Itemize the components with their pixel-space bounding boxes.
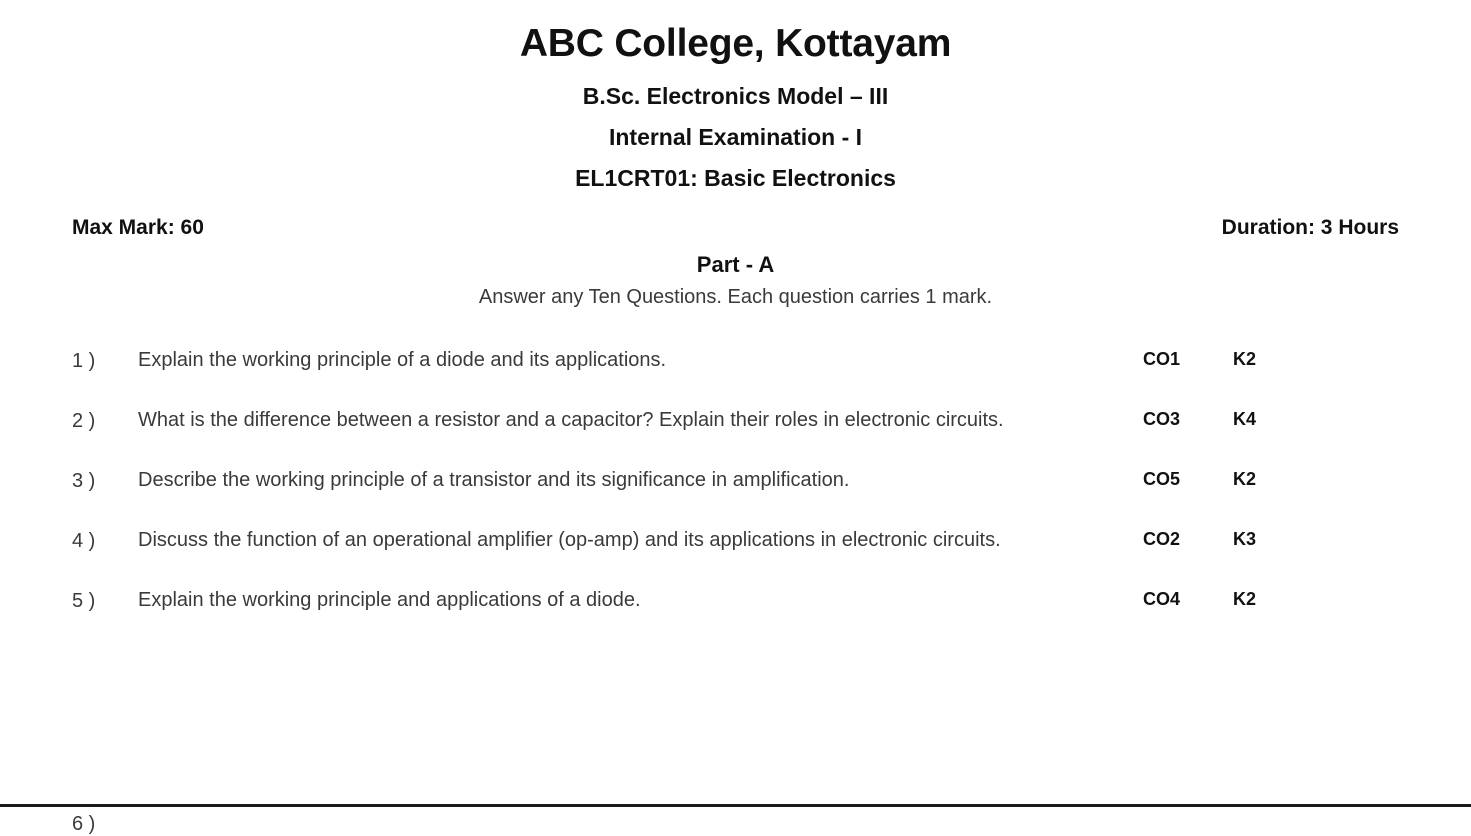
- question-co-code: CO3: [1143, 408, 1181, 429]
- question-text: Explain the working principle and applications of a diode.: [138, 588, 641, 611]
- question-k-level: K2: [1233, 588, 1257, 609]
- question-number: 1 ): [72, 349, 96, 372]
- max-mark-label: Max Mark: 60: [72, 215, 204, 239]
- question-paper-page: [0, 22, 1471, 835]
- duration-label: Duration: 3 Hours: [1221, 215, 1399, 239]
- question-co-code: CO1: [1143, 348, 1181, 369]
- question-list: [0, 345, 1471, 619]
- question-number: 4 ): [72, 529, 96, 552]
- question-k-level: K2: [1233, 348, 1257, 369]
- question-co-code: CO4: [1143, 588, 1181, 609]
- question-k-level: K2: [1233, 468, 1257, 489]
- question-item: [0, 465, 1471, 499]
- question-k-level: K3: [1233, 528, 1257, 549]
- question-item: [0, 345, 1471, 379]
- question-text: Discuss the function of an operational amplifier (op-amp) and its applications in electronic circuits.: [138, 528, 1001, 551]
- question-co-code: CO2: [1143, 528, 1181, 549]
- course-line: EL1CRT01: Basic Electronics: [575, 164, 896, 191]
- question-number: 3 ): [72, 469, 96, 492]
- exam-meta-row: [0, 216, 1471, 246]
- question-co-code: CO5: [1143, 468, 1181, 489]
- question-text: What is the difference between a resistor and a capacitor? Explain their roles in electronic circuits.: [138, 408, 1004, 431]
- program-line: B.Sc. Electronics Model – III: [582, 82, 889, 109]
- part-heading: Part - A: [696, 251, 775, 277]
- page-title: ABC College, Kottayam: [519, 22, 952, 65]
- question-item: [0, 585, 1471, 619]
- question-k-level: K4: [1233, 408, 1257, 429]
- question-text: Describe the working principle of a transistor and its significance in amplification.: [138, 468, 850, 491]
- question-item: [0, 525, 1471, 559]
- question-item: [0, 405, 1471, 439]
- question-number: 2 ): [72, 409, 96, 432]
- question-number: 5 ): [72, 589, 96, 612]
- question-text: Explain the working principle of a diode and its applications.: [138, 348, 667, 371]
- next-question-number-partial: 6 ): [72, 813, 96, 835]
- exam-line: Internal Examination - I: [608, 123, 863, 150]
- page-divider: [0, 804, 1471, 807]
- part-instruction: Answer any Ten Questions. Each question carries 1 mark.: [478, 285, 993, 308]
